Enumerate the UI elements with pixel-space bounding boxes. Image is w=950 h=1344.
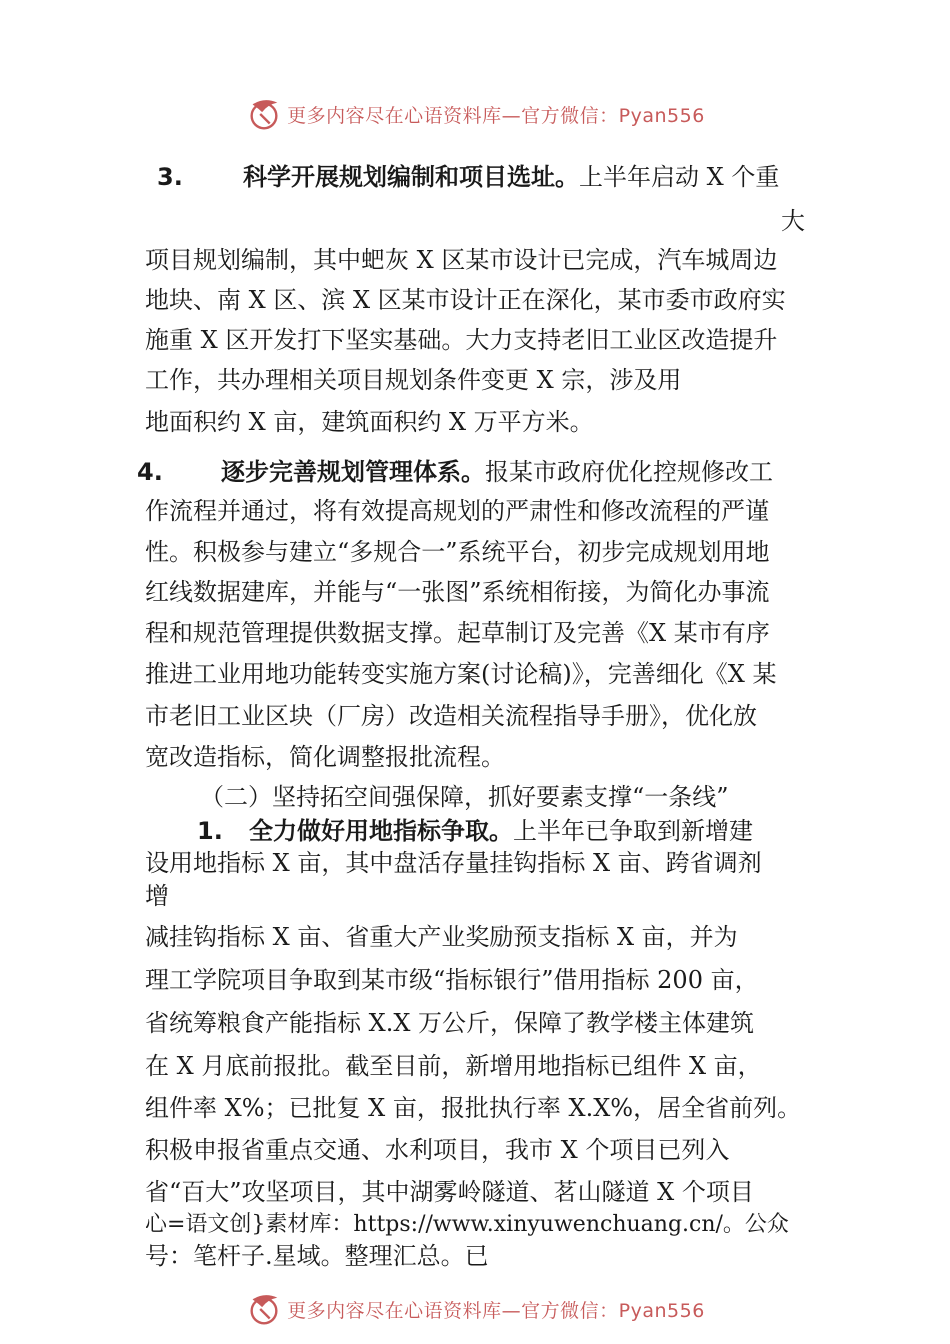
- sec3-text-6: 地面积约 X 亩，建筑面积约 X 万平方米。: [145, 408, 594, 436]
- sec1-number: 1.: [197, 817, 223, 845]
- sec3-text-5: 工作，共办理相关项目规划条件变更 X 宗，涉及用: [145, 366, 682, 394]
- sec1-text-2b: 增: [145, 882, 169, 910]
- header-banner: [0, 94, 950, 134]
- sec3-text-3: 地块、南 X 区、滨 X 区某市设计正在深化，某市委市政府实: [145, 286, 786, 314]
- logo-icon: [245, 1290, 283, 1328]
- sec1-text-8: 积极申报省重点交通、水利项目，我市 X 个项目已列入: [145, 1136, 730, 1164]
- sec3-text-4: 施重 X 区开发打下坚实基础。大力支持老旧工业区改造提升: [145, 326, 778, 354]
- sec1-heading: 全力做好用地指标争取。: [249, 817, 513, 845]
- sec1-text-9: 省“百大”攻坚项目，其中湖雾岭隧道、茗山隧道 X 个项目: [145, 1178, 754, 1206]
- sec3-text-1: 上半年启动 X 个重: [579, 163, 780, 191]
- sec4-text-2: 作流程并通过，将有效提高规划的严肃性和修改流程的严谨: [145, 497, 769, 525]
- sec4-text-5: 程和规范管理提供数据支撑。起草制订及完善《X 某市有序: [145, 619, 770, 647]
- sec4-text-4: 红线数据建库，并能与“一张图”系统相衔接，为简化办事流: [145, 578, 770, 606]
- sec1-text-6: 在 X 月底前报批。截至目前，新增用地指标已组件 X 亩，: [145, 1052, 762, 1080]
- sec1-text-3: 减挂钩指标 X 亩、省重大产业奖励预支指标 X 亩，并为: [145, 923, 738, 951]
- part2-heading: （二）坚持拓空间强保障，抓好要素支撑“一条线”: [200, 783, 729, 811]
- sec4-text-1: 报某市政府优化控规修改工: [485, 458, 773, 486]
- sec4-number: 4.: [137, 458, 163, 486]
- sec4-text-6: 推进工业用地功能转变实施方案(讨论稿)》，完善细化《X 某: [145, 660, 777, 688]
- sec1-text-7: 组件率 X%；已批复 X 亩，报批执行率 X.X%，居全省前列。: [145, 1094, 802, 1122]
- sec3-heading: 科学开展规划编制和项目选址。: [243, 163, 579, 191]
- sec4-text-8: 宽改造指标，简化调整报批流程。: [145, 743, 505, 771]
- sec4-text-3: 性。积极参与建立“多规合一”系统平台，初步完成规划用地: [145, 538, 770, 566]
- sec4-heading: 逐步完善规划管理体系。: [221, 458, 485, 486]
- sec1-text-2: 设用地指标 X 亩，其中盘活存量挂钩指标 X 亩、跨省调剂: [145, 849, 762, 877]
- sec1-text-4: 理工学院项目争取到某市级“指标银行”借用指标 200 亩，: [145, 966, 759, 994]
- sec4-line1: [137, 457, 773, 487]
- banner-text: 更多内容尽在心语资料库—官方微信：Pyan556: [287, 1299, 705, 1322]
- sec1-text-10: 心=语文创}素材库：https://www.xinyuwenchuang.cn/。公众: [145, 1212, 789, 1237]
- sec1-text-1: 上半年已争取到新增建: [513, 817, 753, 845]
- sec3-text-1b: 大: [781, 207, 805, 235]
- sec1-line1: [197, 816, 753, 846]
- sec3-line1: [157, 162, 779, 192]
- footer-banner: [0, 1289, 950, 1329]
- sec3-number: 3.: [157, 163, 183, 191]
- sec1-text-5: 省统筹粮食产能指标 X.X 万公斤，保障了教学楼主体建筑: [145, 1009, 755, 1037]
- sec3-text-2: 项目规划编制，其中蚆灰 X 区某市设计已完成，汽车城周边: [145, 246, 778, 274]
- banner-text: 更多内容尽在心语资料库—官方微信：Pyan556: [287, 104, 705, 127]
- sec1-text-11: 号：笔杆子.星域。整理汇总。已: [145, 1242, 489, 1270]
- logo-icon: [245, 95, 283, 133]
- sec4-text-7: 市老旧工业区块（厂房）改造相关流程指导手册》，优化放: [145, 702, 757, 730]
